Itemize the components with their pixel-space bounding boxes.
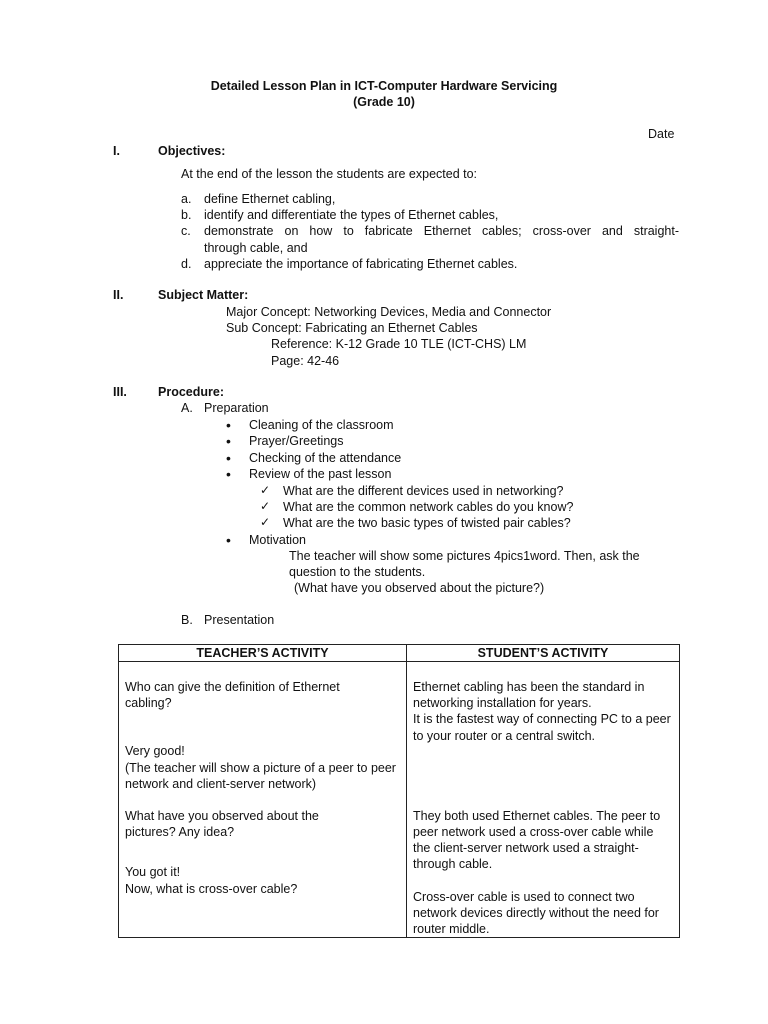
motivation-text: The teacher will show some pictures 4pics1word. Then, ask the bbox=[289, 549, 640, 563]
teacher-remark: You got it! bbox=[125, 865, 181, 880]
teacher-question: Who can give the definition of Ethernet cabling? bbox=[125, 680, 340, 711]
student-answer: It is the fastest way of connecting PC to a peer to your router or a central switch. bbox=[413, 712, 671, 743]
objective-item: identify and differentiate the types of Ethernet cables, bbox=[204, 208, 499, 222]
procedure-numeral: III. bbox=[113, 385, 127, 399]
procedure-heading: Procedure: bbox=[158, 385, 224, 399]
review-question: What are the different devices used in networking? bbox=[283, 484, 564, 498]
student-answer: Cross-over cable is used to connect two network devices directly without the need for router middle. bbox=[413, 889, 659, 937]
preparation-bullet: Review of the past lesson bbox=[249, 467, 392, 481]
review-question: What are the common network cables do you know? bbox=[283, 500, 574, 514]
teacher-activity-cell bbox=[119, 662, 407, 938]
objective-marker: d. bbox=[181, 257, 192, 271]
objective-item: demonstrate on how to fabricate Ethernet cables; cross-over and straight- bbox=[204, 224, 679, 238]
preparation-bullet: Checking of the attendance bbox=[249, 451, 402, 465]
objective-marker: b. bbox=[181, 208, 192, 222]
student-answer: Ethernet cabling has been the standard in networking installation for years. bbox=[413, 680, 645, 711]
checkmark-icon: ✓ bbox=[260, 499, 271, 513]
teacher-activity-header: TEACHER’S ACTIVITY bbox=[119, 645, 407, 662]
objective-item: appreciate the importance of fabricating Ethernet cables. bbox=[204, 257, 518, 271]
student-activity-cell bbox=[407, 662, 680, 938]
date-label: Date bbox=[648, 127, 675, 141]
objective-item-continuation: through cable, and bbox=[204, 241, 308, 255]
objectives-intro: At the end of the lesson the students are expected to: bbox=[181, 167, 478, 181]
table-row bbox=[119, 662, 680, 938]
sub-concept: Sub Concept: Fabricating an Ethernet Cables bbox=[226, 321, 478, 335]
major-concept: Major Concept: Networking Devices, Media and Connector bbox=[226, 305, 552, 319]
page-range: Page: 42-46 bbox=[271, 354, 340, 368]
preparation-marker: A. bbox=[181, 401, 193, 415]
motivation-label: Motivation bbox=[249, 533, 306, 547]
preparation-label: Preparation bbox=[204, 401, 269, 415]
bullet-icon: • bbox=[226, 433, 231, 449]
subject-matter-heading: Subject Matter: bbox=[158, 288, 249, 302]
preparation-bullet: Prayer/Greetings bbox=[249, 434, 344, 448]
motivation-question: (What have you observed about the picture?) bbox=[294, 581, 545, 595]
bullet-icon: • bbox=[226, 417, 231, 433]
checkmark-icon: ✓ bbox=[260, 515, 271, 529]
activity-table bbox=[118, 644, 680, 938]
table-header-row bbox=[119, 645, 680, 662]
presentation-label: Presentation bbox=[204, 613, 275, 627]
bullet-icon: • bbox=[226, 466, 231, 482]
teacher-question: What have you observed about the pictures? Any idea? bbox=[125, 809, 319, 840]
checkmark-icon: ✓ bbox=[260, 483, 271, 497]
objective-marker: a. bbox=[181, 192, 192, 206]
student-activity-header: STUDENT’S ACTIVITY bbox=[407, 645, 680, 662]
student-answer: They both used Ethernet cables. The peer to peer network used a cross-over cable while the client-server network used a straight-through cable. bbox=[413, 808, 661, 872]
teacher-instruction: (The teacher will show a picture of a peer to peer network and client-server network) bbox=[125, 760, 396, 791]
teacher-remark: Very good! bbox=[125, 744, 185, 759]
review-question: What are the two basic types of twisted pair cables? bbox=[283, 516, 571, 530]
objective-marker: c. bbox=[181, 224, 191, 238]
objectives-numeral: I. bbox=[113, 144, 120, 158]
document-subtitle: (Grade 10) bbox=[353, 95, 415, 109]
bullet-icon: • bbox=[226, 450, 231, 466]
teacher-question: Now, what is cross-over cable? bbox=[125, 881, 298, 896]
objectives-heading: Objectives: bbox=[158, 144, 226, 158]
objective-item: define Ethernet cabling, bbox=[204, 192, 336, 206]
subject-matter-numeral: II. bbox=[113, 288, 124, 302]
bullet-icon: • bbox=[226, 532, 231, 548]
preparation-bullet: Cleaning of the classroom bbox=[249, 418, 394, 432]
motivation-text: question to the students. bbox=[289, 565, 426, 579]
document-title: Detailed Lesson Plan in ICT-Computer Hardware Servicing bbox=[210, 79, 558, 93]
reference: Reference: K-12 Grade 10 TLE (ICT-CHS) LM bbox=[271, 337, 527, 351]
presentation-marker: B. bbox=[181, 613, 193, 627]
